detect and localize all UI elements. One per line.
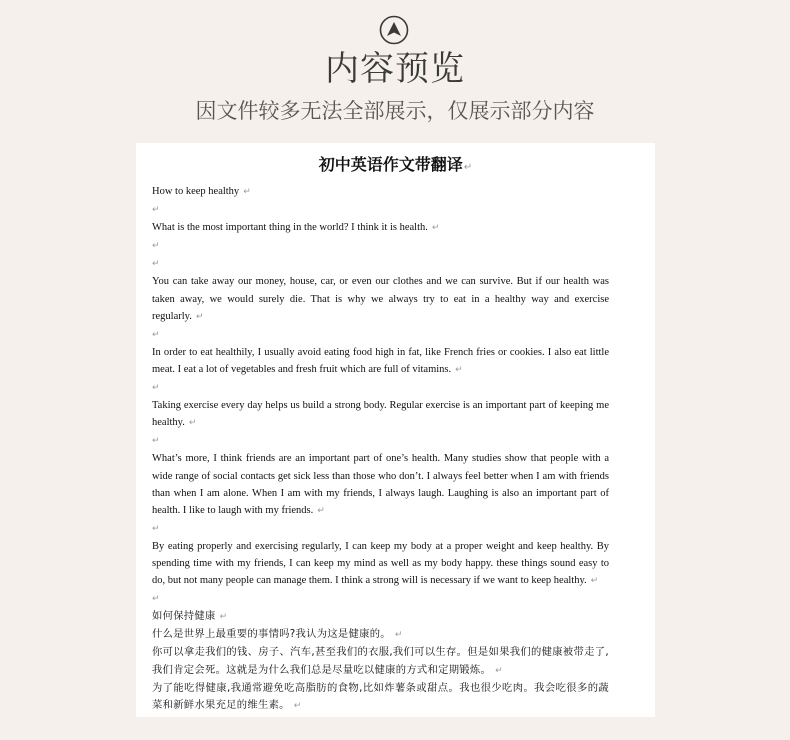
paragraph-text: 为了能吃得健康,我通常避免吃高脂肪的食物,比如炸薯条或甜点。我也很少吃肉。我会吃很多的蔬菜和新鲜水果充足的维生素。: [152, 681, 609, 711]
page-title: 内容预览: [325, 49, 465, 89]
document-paragraph: [152, 273, 609, 325]
paragraph-text: What’s more, I think friends are an important part of one’s health. Many studies show that people with a wide range of social contacts get sick less than those who don’t. I always feel better when I am with friends than when I am alone. When I am with my friends, I always laugh. Laughing is also an important part of health. I like to laugh with my friends.: [152, 453, 609, 516]
paragraph-mark: ↵: [463, 162, 473, 173]
paragraph-text: What is the most important thing in the world? I think it is health.: [152, 222, 428, 234]
paragraph-mark: ↵: [219, 612, 228, 623]
paragraph-mark: ↵: [152, 523, 160, 534]
paragraph-mark: ↵: [495, 665, 503, 676]
document-paragraph: [152, 680, 609, 715]
document-paragraph: [152, 397, 609, 432]
empty-paragraph: [152, 326, 609, 344]
paragraph-text: How to keep healthy: [152, 186, 240, 197]
document-body: [152, 183, 609, 715]
paragraph-mark: ↵: [152, 594, 160, 605]
empty-paragraph: [152, 432, 609, 450]
document-paragraph: [152, 450, 609, 519]
scroll-up-icon[interactable]: [379, 15, 409, 45]
document-title-text: 初中英语作文带翻译: [318, 157, 463, 174]
paragraph-mark: ↵: [455, 364, 463, 375]
paragraph-mark: ↵: [431, 223, 440, 234]
document-paragraph: [152, 219, 609, 237]
paragraph-mark: ↵: [152, 383, 160, 394]
paragraph-text: 如何保持健康: [152, 610, 216, 623]
empty-paragraph: [152, 590, 609, 608]
empty-paragraph: [152, 255, 609, 273]
empty-paragraph: [152, 237, 609, 255]
paragraph-text: Taking exercise every day helps us build a strong body. Regular exercise is an important part of keeping me healthy.: [152, 400, 609, 429]
document-paragraph: [152, 626, 609, 644]
paragraph-mark: ↵: [152, 329, 160, 340]
document-paragraph: [152, 608, 609, 626]
paragraph-mark: ↵: [152, 436, 160, 447]
paragraph-text: By eating properly and exercising regularly, I can keep my body at a proper weight and keep healthy. By spending time with my friends, I can keep my mind as well as my body happy. these things sound easy to do, but not many people can manage them. I think a strong will is necessary if we want to keep healthy.: [152, 540, 609, 587]
document-paragraph: [152, 644, 609, 679]
paragraph-mark: ↵: [188, 418, 197, 429]
paragraph-mark: ↵: [317, 505, 325, 516]
empty-paragraph: [152, 201, 609, 219]
paragraph-text: You can take away our money, house, car, or even our clothes and we can survive. But if our health was taken away, we would surely die. That is why we always try to eat in a healthy way and exercise regularly.: [152, 276, 609, 322]
document-title: [136, 155, 655, 179]
paragraph-text: 你可以拿走我们的钱、房子、汽车,甚至我们的衣服,我们可以生存。但是如果我们的健康被带走了,我们肯定会死。这就是为什么我们总是尽量吃以健康的方式和定期锻炼。: [152, 646, 609, 676]
empty-paragraph: [152, 520, 609, 538]
document-page: [136, 143, 655, 717]
paragraph-mark: ↵: [152, 241, 160, 252]
paragraph-mark: ↵: [590, 576, 599, 587]
paragraph-mark: ↵: [152, 259, 160, 270]
paragraph-mark: ↵: [243, 187, 251, 197]
paragraph-mark: ↵: [293, 700, 302, 711]
empty-paragraph: [152, 379, 609, 397]
page-subtitle: 因文件较多无法全部展示，仅展示部分内容: [195, 99, 595, 123]
paragraph-text: In order to eat healthily, I usually avoid eating food high in fat, like French fries or cookies. I also eat little meat. I eat a lot of vegetables and fresh fruit which are full of vitamins.: [152, 346, 609, 375]
paragraph-mark: ↵: [394, 630, 403, 641]
preview-header: [0, 0, 790, 140]
paragraph-text: 什么是世界上最重要的事情吗?我认为这是健康的。: [152, 628, 391, 641]
document-paragraph: [152, 183, 609, 201]
paragraph-mark: ↵: [152, 205, 160, 216]
document-paragraph: [152, 538, 609, 590]
document-paragraph: [152, 344, 609, 379]
paragraph-mark: ↵: [195, 311, 204, 322]
